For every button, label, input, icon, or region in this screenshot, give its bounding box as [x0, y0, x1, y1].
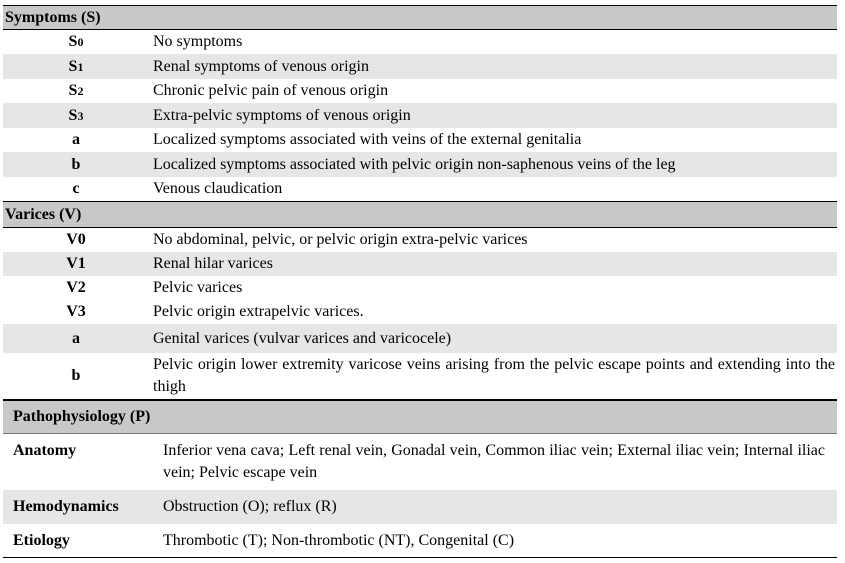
- pathophysiology-label: Etiology: [13, 531, 70, 549]
- varices-code: V0: [66, 230, 86, 248]
- varices-row: [3, 227, 837, 252]
- symptom-row: [3, 103, 837, 128]
- symptom-code: S 3: [68, 106, 84, 124]
- symptom-code: b: [71, 155, 81, 173]
- symptom-desc: Renal symptoms of venous origin: [153, 57, 369, 75]
- varices-header-row: [3, 202, 837, 227]
- varices-header: Varices (V): [5, 205, 82, 223]
- symptom-row: [3, 152, 837, 177]
- symptom-code: c: [72, 180, 80, 197]
- symptom-code: S 2: [68, 82, 84, 99]
- varices-desc: Pelvic origin extrapelvic varices.: [153, 303, 364, 320]
- header-rule: [3, 227, 837, 228]
- header-rule: [3, 29, 837, 30]
- varices-desc: No abdominal, pelvic, or pelvic origin extra-pelvic varices: [153, 230, 528, 248]
- symptom-desc: No symptoms: [153, 32, 243, 50]
- varices-desc: Pelvic varices: [153, 279, 243, 296]
- pathophysiology-header-row: [3, 401, 837, 433]
- varices-code: b: [71, 367, 81, 384]
- varices-code: V2: [66, 279, 86, 296]
- symptom-code: a: [72, 131, 80, 148]
- symptom-desc: Localized symptoms associated with pelvic origin non-saphenous veins of the leg: [153, 155, 676, 173]
- symptom-row: [3, 128, 837, 152]
- symptom-row: [3, 177, 837, 201]
- symptom-code: S 0: [68, 32, 84, 50]
- varices-desc: Pelvic origin lower extremity varicose veins arising from the pelvic escape points and extending into the thigh: [153, 356, 835, 395]
- varices-desc: Renal hilar varices: [153, 255, 273, 272]
- pathophysiology-desc: Thrombotic (T); Non-thrombotic (NT), Congenital (C): [163, 531, 515, 549]
- pathophysiology-header: Pathophysiology (P): [13, 408, 151, 425]
- symptom-desc: Venous claudication: [153, 180, 283, 197]
- pathophysiology-row: [3, 490, 837, 524]
- pathophysiology-row: [3, 434, 837, 490]
- varices-desc: Genital varices (vulvar varices and varicocele): [153, 329, 452, 347]
- pathophysiology-label: Hemodynamics: [13, 498, 119, 515]
- varices-row: [3, 324, 837, 353]
- header-rule: [3, 433, 837, 434]
- pathophysiology-label: Anatomy: [13, 442, 77, 459]
- symptom-code: S 1: [68, 57, 84, 75]
- varices-row: [3, 252, 837, 276]
- symptoms-header-row: [3, 6, 837, 29]
- symptom-row: [3, 29, 837, 54]
- bottom-rule: [3, 557, 837, 558]
- section-rule: [3, 201, 837, 202]
- symptom-desc: Extra-pelvic symptoms of venous origin: [153, 106, 411, 124]
- varices-code: a: [72, 329, 80, 347]
- top-rule: [3, 5, 837, 6]
- pathophysiology-row: [3, 524, 837, 557]
- symptoms-header: Symptoms (S): [5, 8, 101, 26]
- varices-row: [3, 353, 837, 399]
- symptom-desc: Localized symptoms associated with veins of the external genitalia: [153, 131, 582, 148]
- pathophysiology-desc: Obstruction (O); reflux (R): [163, 498, 337, 515]
- symptom-desc: Chronic pelvic pain of venous origin: [153, 82, 389, 99]
- varices-row: [3, 276, 837, 300]
- varices-code: V1: [66, 255, 86, 272]
- varices-code: V3: [66, 303, 86, 320]
- section-rule: [3, 399, 837, 401]
- pathophysiology-desc: Inferior vena cava; Left renal vein, Gonadal vein, Common iliac vein; External iliac vein; Internal iliac vein; Pelvic escape vein: [163, 442, 825, 481]
- varices-row: [3, 300, 837, 324]
- symptom-row: [3, 79, 837, 103]
- symptom-row: [3, 54, 837, 79]
